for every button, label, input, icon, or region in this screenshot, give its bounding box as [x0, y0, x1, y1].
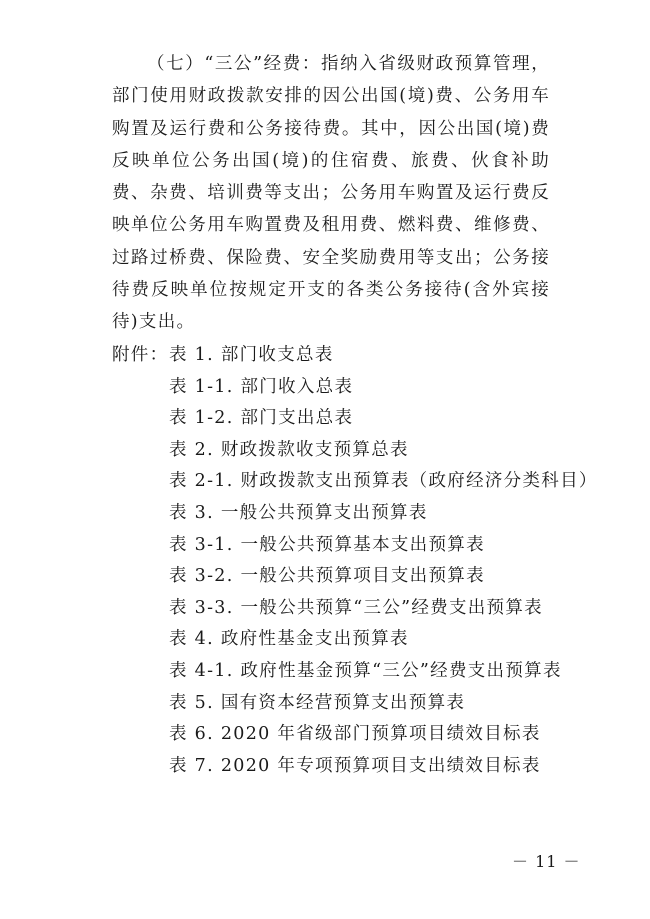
- annex-item: 表 7. 2020 年专项预算项目支出绩效目标表: [169, 755, 541, 776]
- annex-item: 表 3-3. 一般公共预算“三公”经费支出预算表: [169, 597, 543, 618]
- annex-item: 表 4-1. 政府性基金预算“三公”经费支出预算表: [169, 660, 562, 681]
- annex-list: [169, 343, 598, 785]
- annex-item: 表 5. 国有资本经营预算支出预算表: [169, 692, 466, 713]
- annex-item: 表 4. 政府性基金支出预算表: [169, 629, 409, 650]
- annex-item: 表 3. 一般公共预算支出预算表: [169, 502, 428, 523]
- annex-item: 表 1-1. 部门收入总表: [169, 376, 354, 397]
- annex-item: 表 1-2. 部门支出总表: [169, 408, 354, 429]
- definition-paragraph: （七）“三公”经费：指纳入省级财政预算管理，部门使用财政拨款安排的因公出国(境)费、公务用车购置及运行费和公务接待费。其中，因公出国(境)费反映单位公务出国(境)的住宿费、旅费、伙食补助费、杂费、培训费等支出；公务用车购置及运行费反映单位公务用车购置费及租用费、燃料费、维修费、过路过桥费、保险费、安全奖励费用等支出；公务接待费反映单位按规定开支的各类公务接待(含外宾接待)支出。: [112, 54, 550, 333]
- annex-item: 表 2. 财政拨款收支预算总表: [169, 439, 409, 460]
- annex-item: 表 2-1. 财政拨款支出预算表（政府经济分类科目）: [169, 471, 598, 492]
- annex-item: 表 1. 部门收支总表: [169, 345, 334, 365]
- page-number: － 11 －: [512, 852, 581, 871]
- annex-item: 表 6. 2020 年省级部门预算项目绩效目标表: [169, 724, 541, 745]
- annex-item: 表 3-1. 一般公共预算基本支出预算表: [169, 534, 485, 555]
- annex-item: 表 3-2. 一般公共预算项目支出预算表: [169, 566, 485, 587]
- annex-label: 附件：: [112, 345, 169, 365]
